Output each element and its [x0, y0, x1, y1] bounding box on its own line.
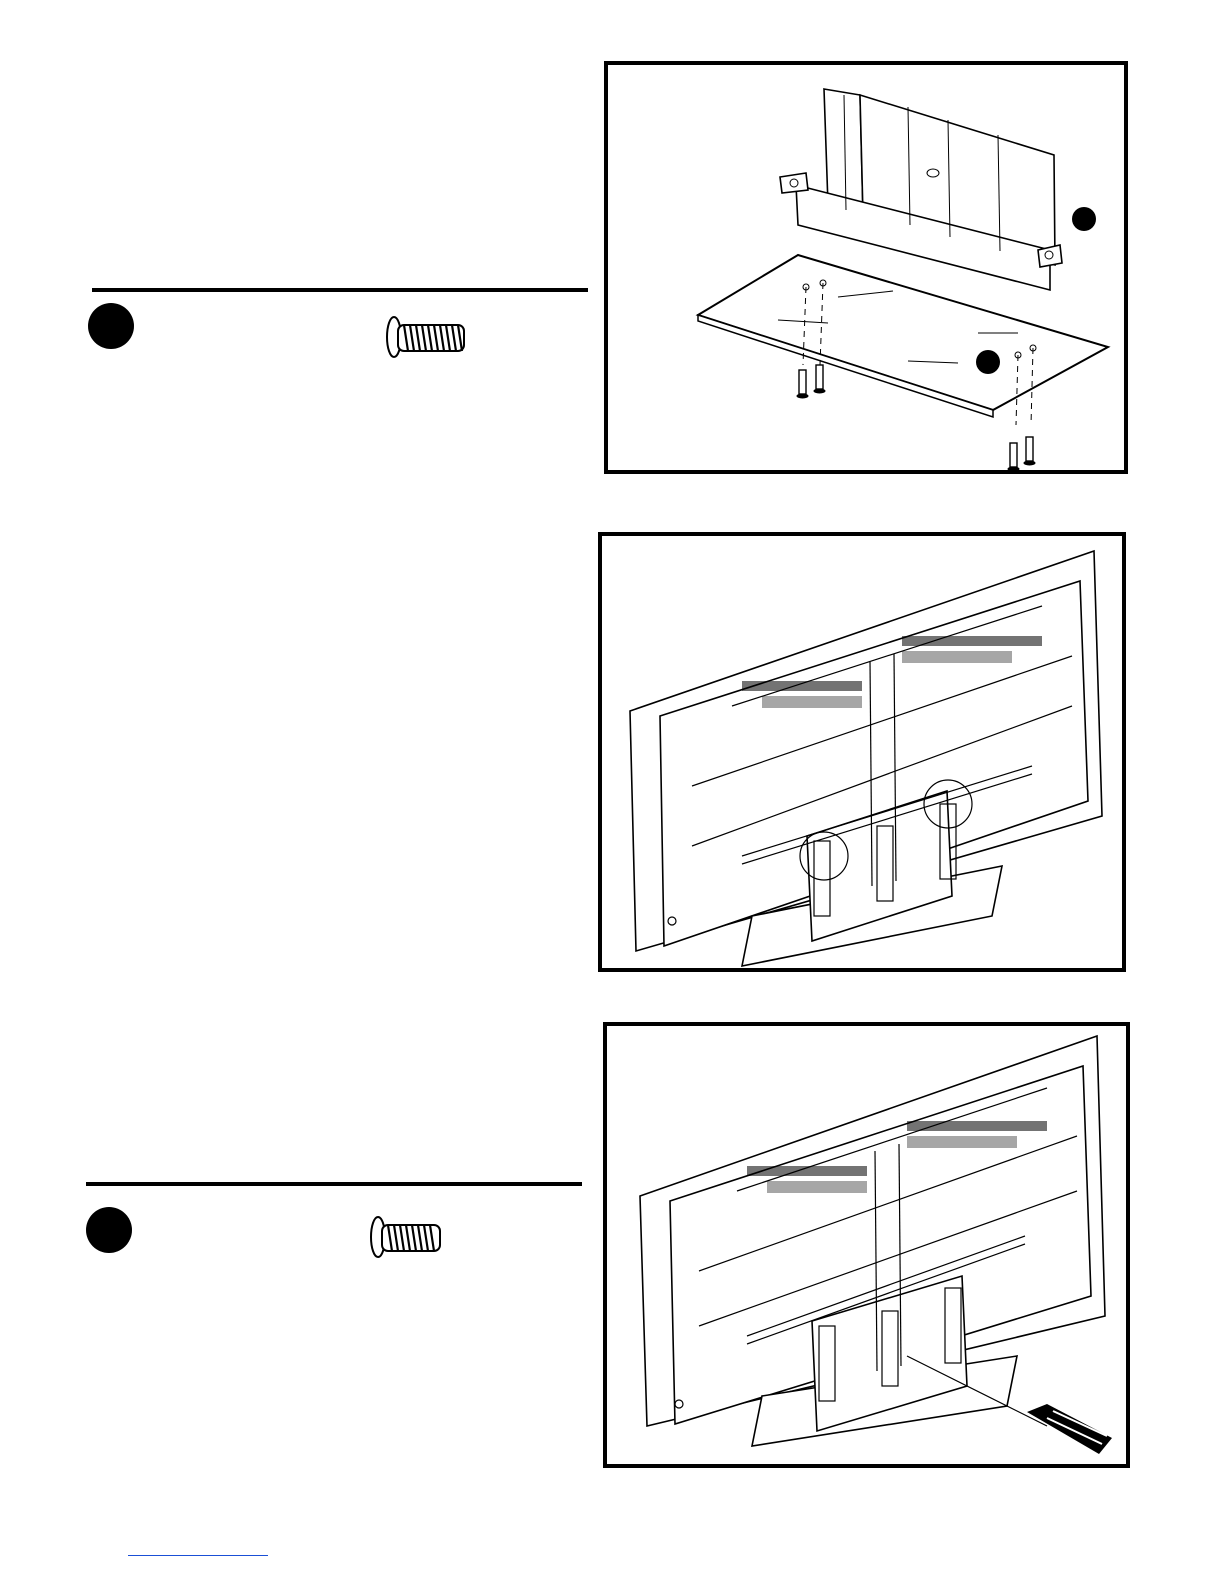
screwdriver-icon	[1027, 1404, 1112, 1454]
figure-tv-secure-with-screwdriver	[603, 1022, 1130, 1468]
step-marker-b	[86, 1207, 132, 1253]
figure-tv-mount-on-stand	[598, 532, 1126, 972]
section-divider-a	[92, 288, 588, 292]
screw-icon	[384, 315, 474, 360]
footer-link-underline[interactable]	[128, 1555, 268, 1556]
figure-stand-base-assembly	[604, 61, 1128, 474]
section-divider-b	[86, 1182, 582, 1186]
callout-marker-1	[1072, 207, 1096, 231]
callout-marker-2	[976, 350, 1000, 374]
screw-icon	[368, 1215, 448, 1260]
step-marker-a	[88, 303, 134, 349]
